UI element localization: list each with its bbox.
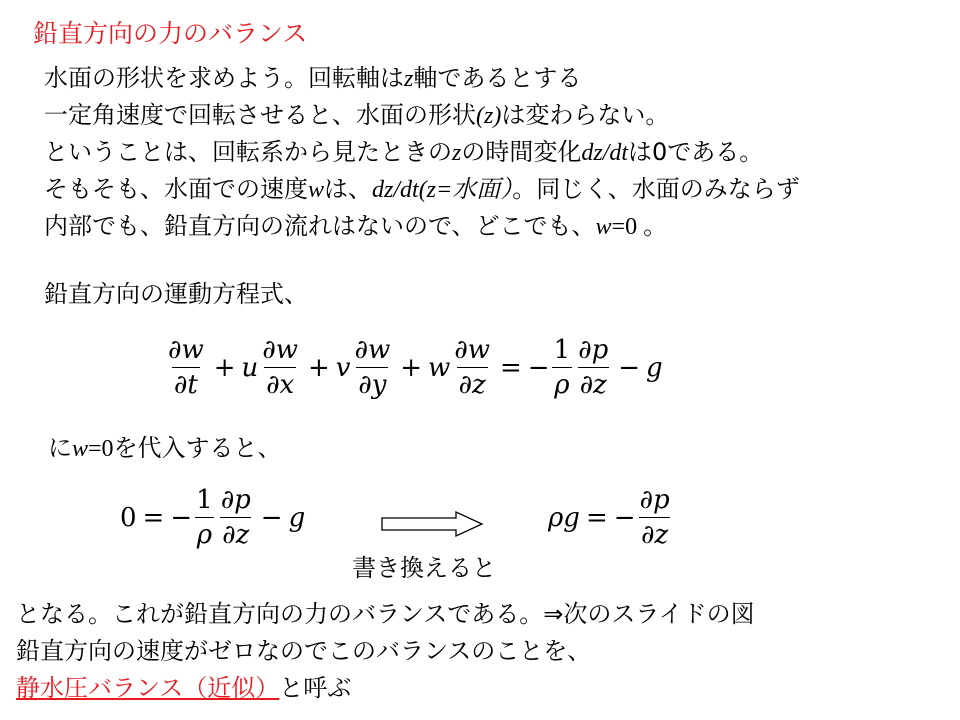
text-segment: と呼ぶ: [279, 674, 352, 702]
text-segment: は変わらない。: [501, 101, 670, 129]
fraction-dp-dz: $\frac{\partial p}{\partial z}$: [639, 485, 670, 550]
math-var: (z): [476, 103, 502, 129]
fraction-dp-dz: $\frac{\partial p}{\partial z}$: [578, 335, 609, 400]
text-line-2: [44, 97, 800, 134]
math-var-g: g: [563, 502, 580, 533]
minus-sign: −: [260, 502, 283, 533]
text-segment: =0 。: [611, 214, 668, 240]
math-var-g: g: [288, 502, 306, 533]
text-segment: は、: [324, 175, 373, 203]
math-var: w: [308, 177, 325, 203]
math-var-u: u: [241, 352, 259, 383]
simplified-equation: [120, 486, 305, 549]
fraction-dp-dz: $\frac{\partial p}{\partial z}$: [220, 485, 251, 550]
math-var: z: [404, 66, 414, 92]
text-segment: の時間変化: [461, 138, 582, 166]
fraction-dw-dx: $\frac{\partial w}{\partial x}$: [262, 335, 298, 400]
text-segment: ということは、回転系から見たときの: [44, 138, 452, 166]
conclusion-paragraph: [16, 596, 755, 707]
fraction-dw-dt: $\frac{\partial w}{\partial t}$: [168, 335, 204, 400]
plus-sign: +: [400, 352, 422, 383]
text-segment: 。同じく、水面のみならず: [512, 175, 800, 203]
math-expression: dz/dt(z=: [372, 177, 453, 203]
text-segment: 一定角速度で回転させると、水面の形状: [44, 101, 476, 129]
text-segment: 水面の形状を求めよう。回転軸は: [44, 64, 404, 92]
text-line-3: [44, 134, 800, 171]
hydrostatic-balance-highlight: 静水圧バランス（近似）: [16, 674, 280, 702]
fraction-1-rho: $\frac{1}{\rho}$: [553, 335, 571, 400]
plus-sign: +: [307, 352, 330, 383]
slide-title: 鉛直方向の力のバランス: [33, 19, 308, 48]
math-var-w: w: [428, 352, 451, 383]
fraction-1-rho: $\frac{1}{\rho}$: [196, 485, 213, 550]
arrow-label: 書き換えると: [352, 554, 496, 582]
equals-sign: =: [142, 502, 165, 533]
math-var: w: [595, 214, 612, 240]
hydrostatic-equation: [548, 486, 674, 549]
text-segment: 軸であるとする: [413, 64, 582, 92]
minus-sign: −: [618, 352, 641, 383]
minus-sign: −: [613, 502, 636, 533]
math-var-rho: ρ: [548, 502, 564, 533]
math-var-g: g: [646, 352, 663, 383]
text-line-5: [44, 208, 800, 245]
fraction-dw-dy: $\frac{\partial w}{\partial y}$: [354, 335, 391, 400]
minus-sign: −: [170, 502, 193, 533]
equals-sign: =: [585, 502, 608, 533]
text-segment: 内部でも、鉛直方向の流れはないので、どこでも、: [44, 212, 596, 240]
equals-sign: =: [499, 352, 522, 383]
text-line: [16, 670, 755, 707]
math-expression-text: 水面）: [452, 175, 513, 203]
minus-sign: −: [527, 352, 550, 383]
text-segment: は0である。: [628, 138, 764, 166]
plus-sign: +: [213, 352, 236, 383]
math-var-v: v: [335, 352, 351, 383]
math-var: z: [452, 140, 462, 166]
math-expression: dz/dt: [581, 140, 629, 166]
vertical-momentum-equation: [164, 336, 663, 399]
equation-heading: 鉛直方向の運動方程式、: [44, 280, 308, 308]
intro-paragraph: [44, 60, 800, 245]
zero: 0: [120, 502, 137, 533]
right-arrow-icon: [380, 510, 484, 538]
text-line: 鉛直方向の速度がゼロなのでこのバランスのことを、: [16, 637, 592, 665]
text-line-1: [44, 60, 800, 97]
substitution-text: にw=0を代入すると、: [48, 434, 282, 462]
text-line: となる。これが鉛直方向の力のバランスである。⇒次のスライドの図: [16, 600, 755, 628]
text-segment: そもそも、水面での速度: [44, 175, 308, 203]
fraction-dw-dz: $\frac{\partial w}{\partial z}$: [454, 335, 490, 400]
text-line-4: [44, 171, 800, 208]
